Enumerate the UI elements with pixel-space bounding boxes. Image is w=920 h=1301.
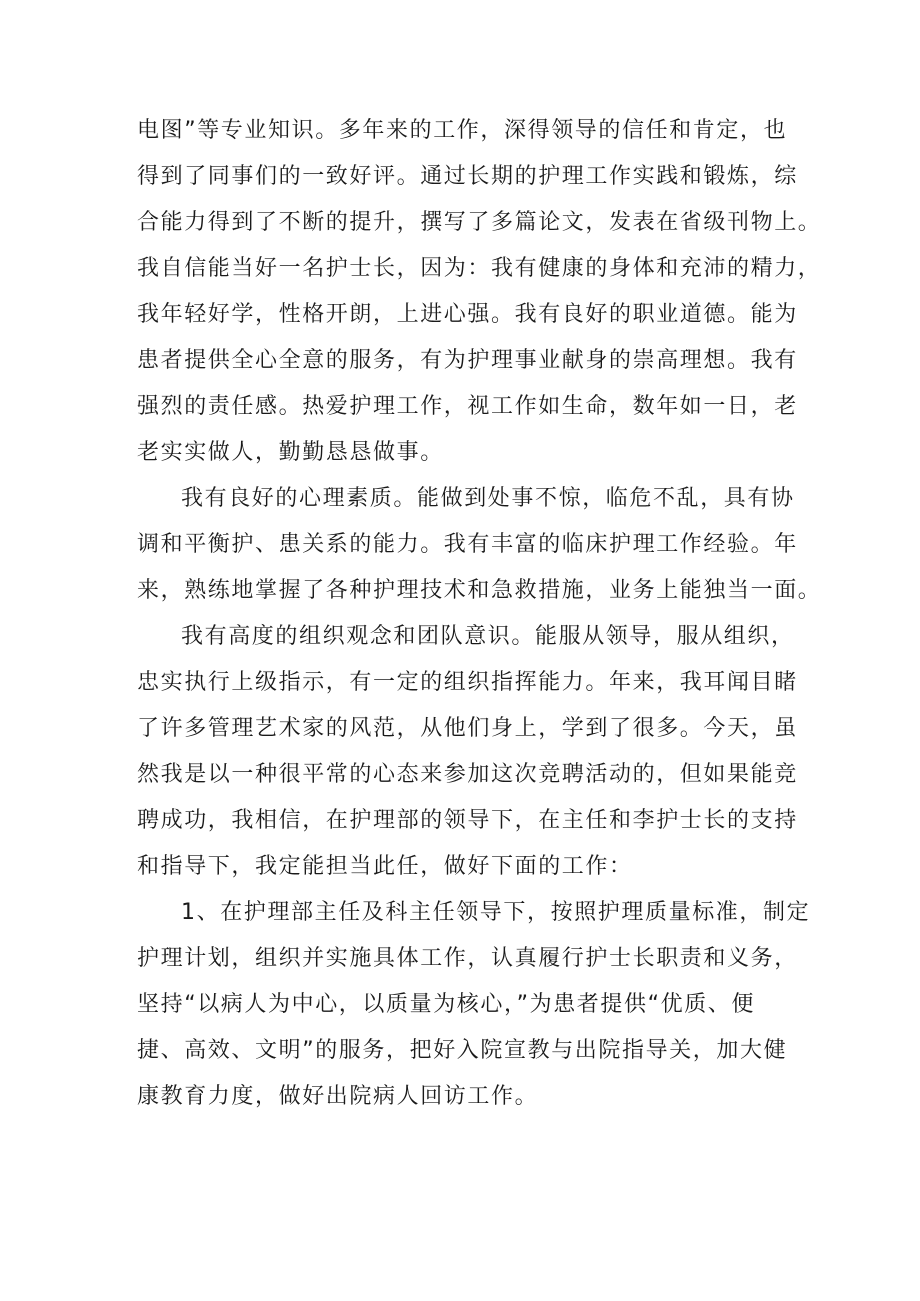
text-line: 调和平衡护、患关系的能力。我有丰富的临床护理工作经验。年 [137, 532, 798, 557]
text-line: 强烈的责任感。热爱护理工作，视工作如生命，数年如一日，老 [137, 394, 798, 419]
text-line: 1、在护理部主任及科主任领导下，按照护理质量标准，制定 [181, 900, 811, 925]
paragraph-1 [137, 108, 822, 476]
text-line: 合能力得到了不断的提升，撰写了多篇论文，发表在省级刊物上。 [137, 210, 822, 235]
text-line: 坚持“以病人为中心，以质量为核心，”为患者提供“优质、便 [137, 992, 755, 1017]
text-line: 老实实做人，勤勤恳恳做事。 [137, 440, 444, 465]
text-line: 得到了同事们的一致好评。通过长期的护理工作实践和锻炼，综 [137, 164, 798, 189]
text-line: 捷、高效、文明”的服务，把好入院宣教与出院指导关，加大健 [137, 1038, 788, 1063]
paragraph-2 [137, 476, 822, 614]
text-line: 我自信能当好一名护士长，因为：我有健康的身体和充沛的精力， [137, 256, 822, 281]
text-line: 了许多管理艺术家的风范，从他们身上，学到了很多。今天，虽 [137, 716, 798, 741]
text-line: 然我是以一种很平常的心态来参加这次竞聘活动的，但如果能竞 [137, 762, 798, 787]
text-line: 护理计划，组织并实施具体工作，认真履行护士长职责和义务， [137, 946, 798, 971]
text-line: 电图”等专业知识。多年来的工作，深得领导的信任和肯定，也 [137, 118, 788, 143]
text-line: 忠实执行上级指示，有一定的组织指挥能力。年来，我耳闻目睹 [137, 670, 798, 695]
text-line: 聘成功，我相信，在护理部的领导下，在主任和李护士长的支持 [137, 808, 798, 833]
text-line: 我年轻好学，性格开朗，上进心强。我有良好的职业道德。能为 [137, 302, 798, 327]
text-line: 来，熟练地掌握了各种护理技术和急救措施，业务上能独当一面。 [137, 578, 822, 603]
text-line: 和指导下，我定能担当此任，做好下面的工作： [137, 854, 633, 879]
text-line: 康教育力度，做好出院病人回访工作。 [137, 1084, 539, 1109]
text-line: 我有高度的组织观念和团队意识。能服从领导，服从组织， [181, 624, 795, 649]
paragraph-4 [137, 890, 811, 1120]
paragraph-3 [137, 614, 807, 890]
text-line: 患者提供全心全意的服务，有为护理事业献身的崇高理想。我有 [137, 348, 798, 373]
text-line: 我有良好的心理素质。能做到处事不惊，临危不乱，具有协 [181, 486, 795, 511]
document-body [137, 108, 822, 1120]
